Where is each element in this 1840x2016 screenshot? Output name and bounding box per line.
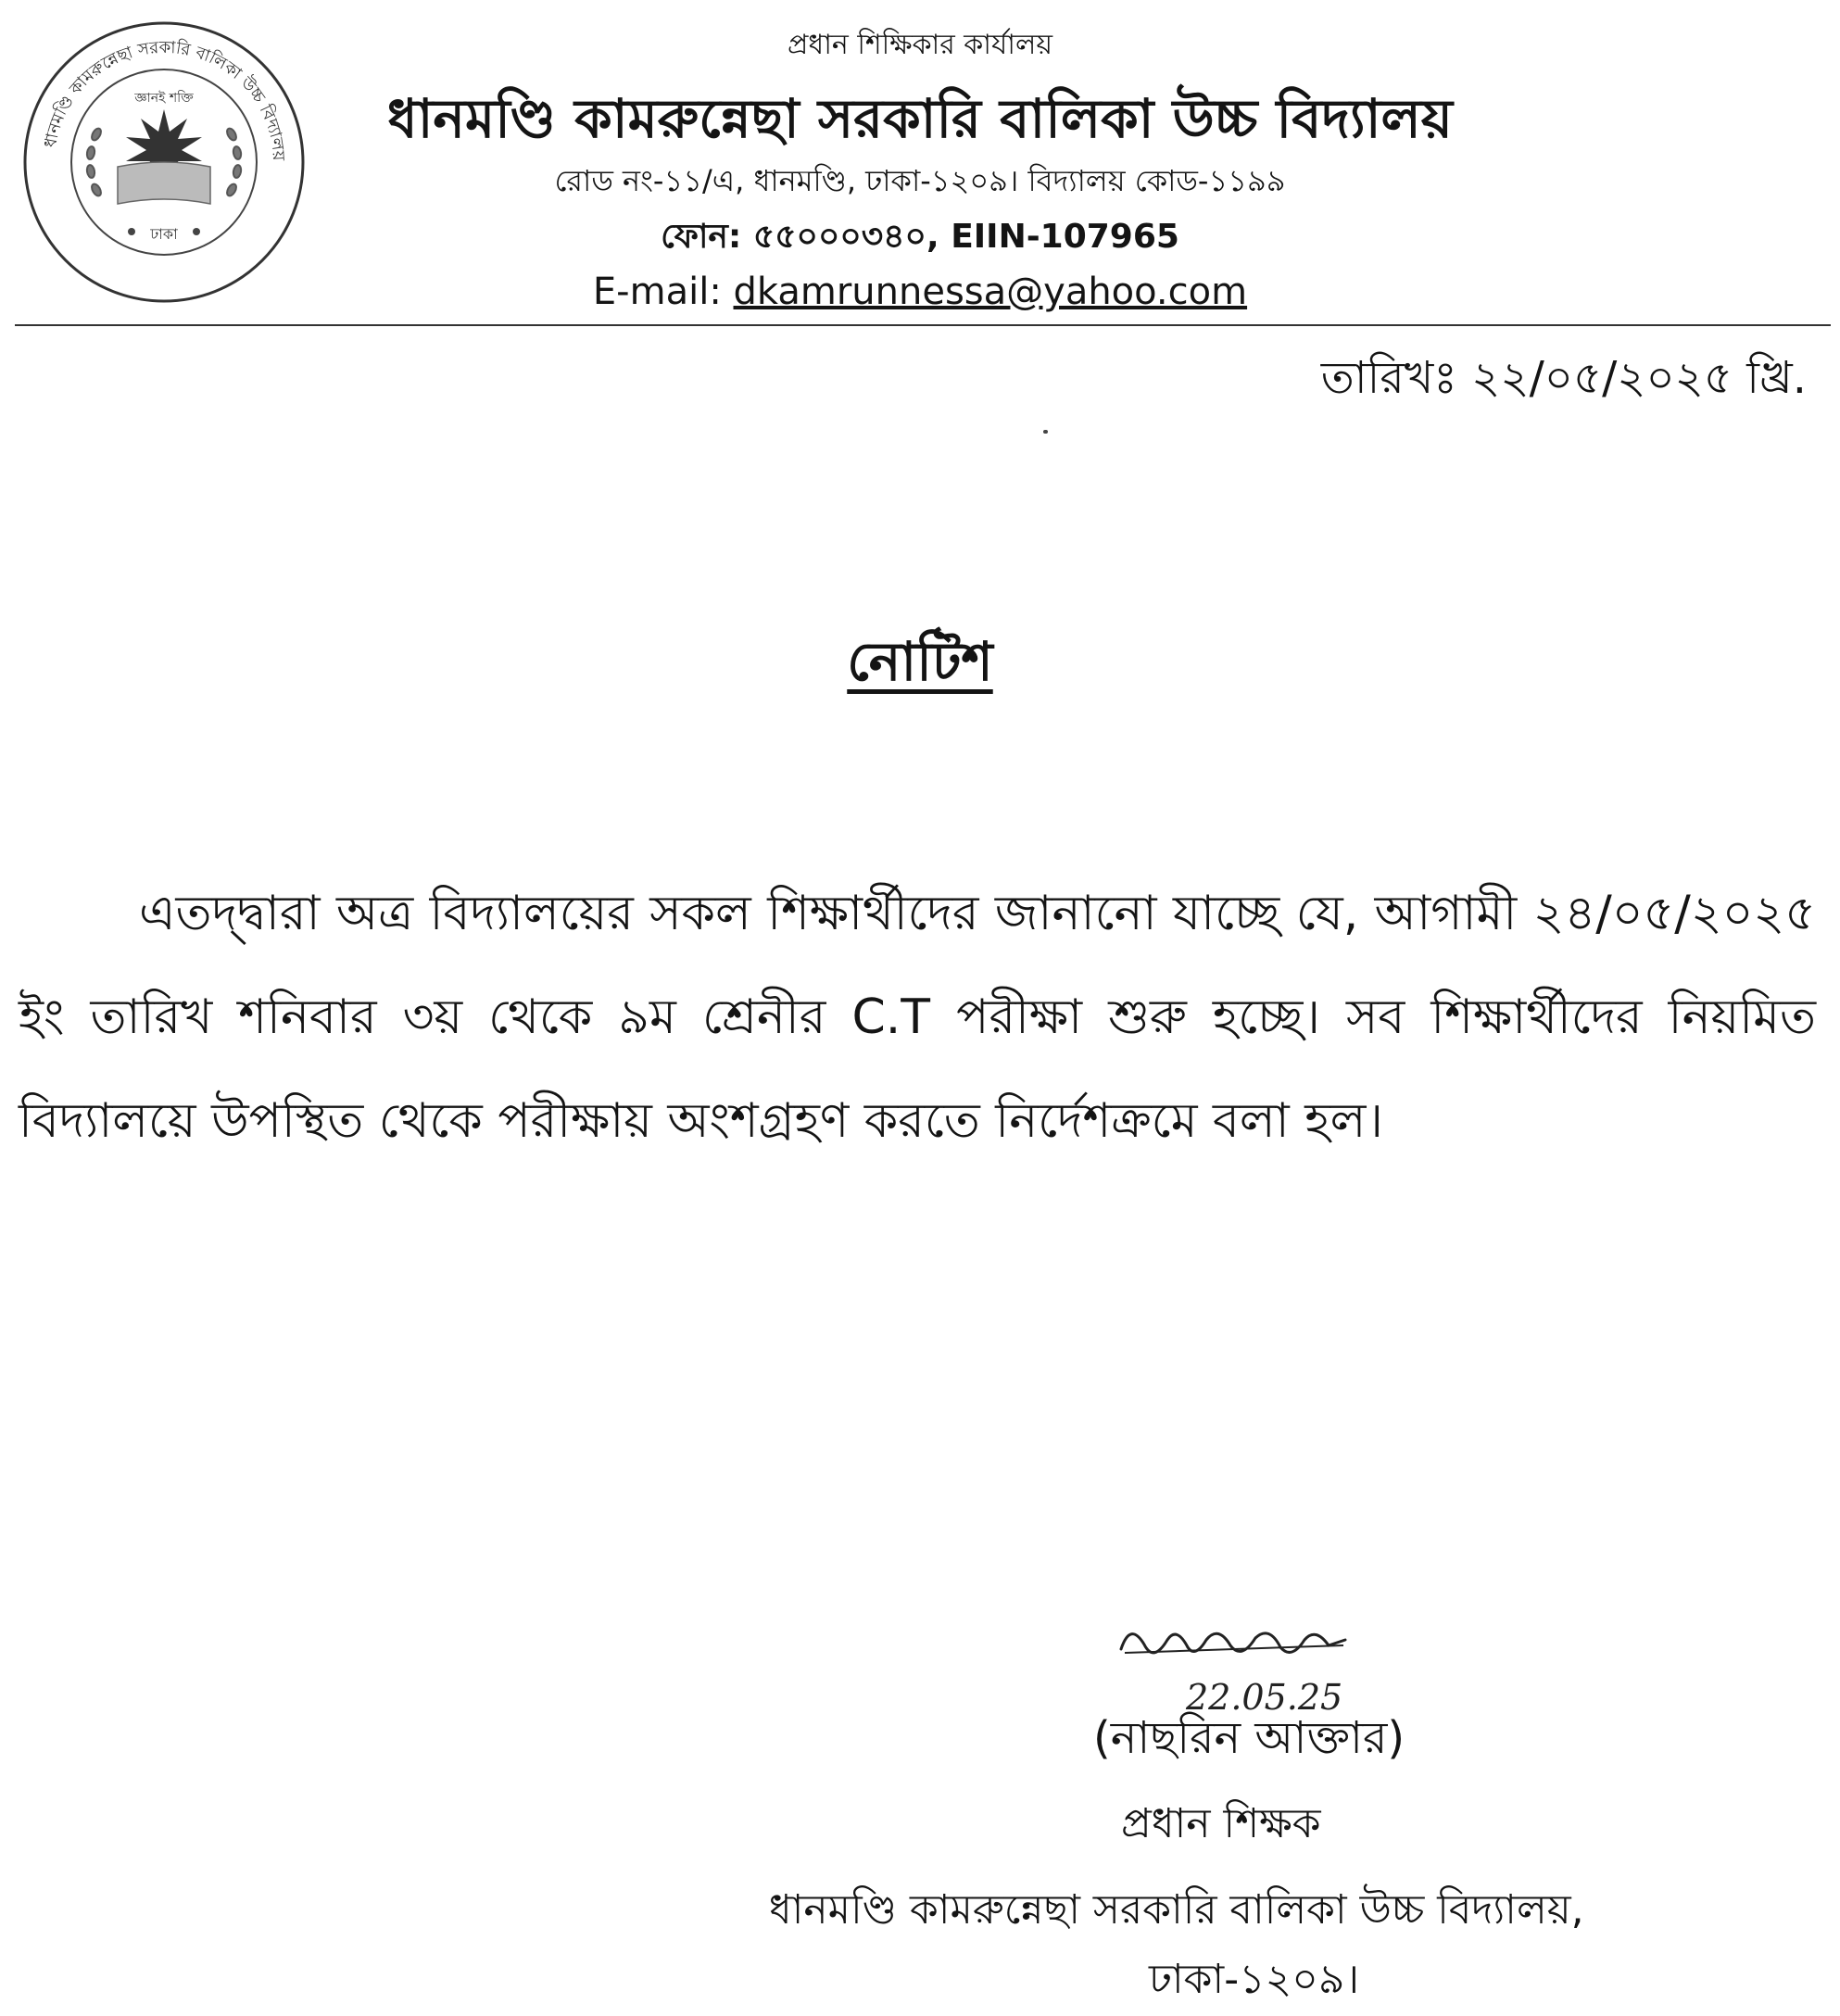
email-label: E-mail: [592, 271, 722, 313]
notice-date: তারিখঃ ২২/০৫/২০২৫ খ্রি. [1320, 352, 1807, 404]
email-line [0, 271, 1840, 313]
signatory-city: ঢাকা-১২০৯। [1149, 1956, 1360, 2003]
phone-eiin-line [0, 211, 1840, 267]
signatory-name: (নাছরিন আক্তার) [1093, 1712, 1405, 1764]
signatory-title: প্রধান শিক্ষক [1121, 1800, 1321, 1847]
phone-number: ফোন: ৫৫০০০৩৪০, [661, 218, 939, 256]
notice-title-text: নোটিশ [847, 630, 993, 693]
seal-city: ঢাকা [150, 225, 178, 243]
seal-ring-text: ধানমণ্ডি কামরুন্নেছা সরকারি বালিকা উচ্চ বিদ্যালয় [40, 37, 289, 161]
seal-motto: জ্ঞানই শক্তি [134, 91, 194, 106]
notice-title [0, 621, 1840, 711]
eiin-number: EIIN-107965 [951, 218, 1179, 256]
scan-speck [1043, 430, 1048, 434]
signatory-school: ধানমণ্ডি কামরুন্নেছা সরকারি বালিকা উচ্চ বিদ্যালয়, [769, 1886, 1584, 1934]
email-link[interactable]: dkamrunnessa@yahoo.com [733, 271, 1248, 313]
signature-date: 22.05.25 [1186, 1677, 1343, 1718]
office-heading: প্রধান শিক্ষিকার কার্যালয় [788, 29, 1052, 61]
header-divider [15, 324, 1831, 326]
school-address: রোড নং-১১/এ, ধানমণ্ডি, ঢাকা-১২০৯। বিদ্যালয় কোড-১১৯৯ [554, 163, 1286, 198]
notice-body: এতদ্দ্বারা অত্র বিদ্যালয়ের সকল শিক্ষার্থীদের জানানো যাচ্ছে যে, আগামী ২৪/০৫/২০২৫ ইং তারিখ শনিবার ৩য় থেকে ৯ম শ্রেনীর C.T পরীক্ষা শুরু হচ্ছে। সব শিক্ষার্থীদের নিয়মিত বিদ্যালয়ে উপস্থিত থেকে পরীক্ষায় অংশগ্রহণ করতে নির্দেশক্রমে বলা হল। [19, 886, 1816, 1149]
school-name-heading: ধানমণ্ডি কামরুন্নেছা সরকারি বালিকা উচ্চ বিদ্যালয় [387, 87, 1453, 150]
